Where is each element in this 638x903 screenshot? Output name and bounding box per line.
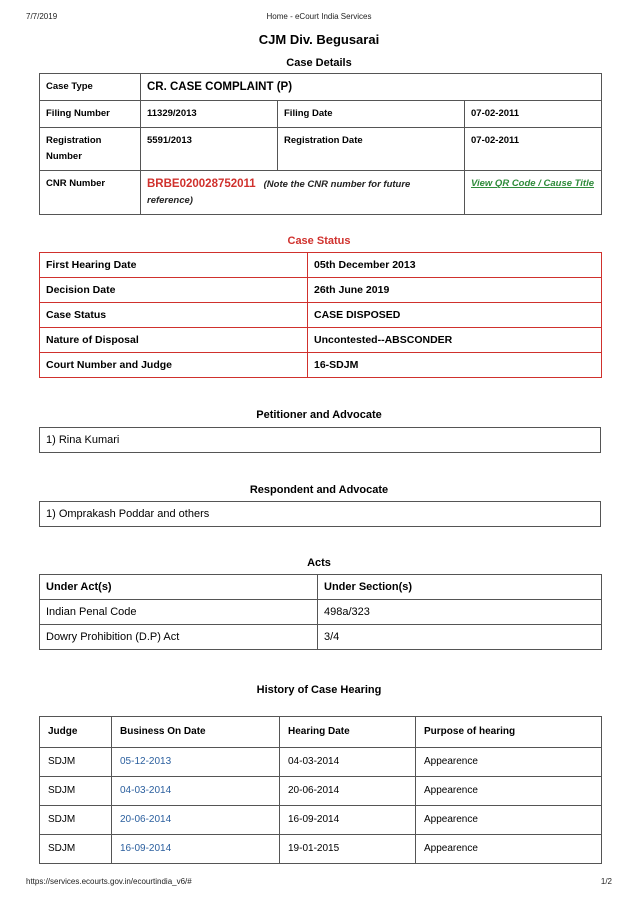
act-name: Indian Penal Code <box>40 600 318 625</box>
print-footer <box>26 877 612 889</box>
history-hearing-date: 04-03-2014 <box>280 748 416 777</box>
respondent-heading: Respondent and Advocate <box>249 484 389 496</box>
case-status-table <box>39 252 602 378</box>
petitioner-heading: Petitioner and Advocate <box>256 409 382 421</box>
case-status-heading: Case Status <box>287 235 351 247</box>
cnr-cell <box>141 171 465 215</box>
table-row <box>40 748 602 777</box>
history-col-hearing: Hearing Date <box>280 717 416 748</box>
history-purpose: Appearence <box>416 777 602 806</box>
cnr-value: BRBE020028752011 <box>147 178 256 190</box>
table-row <box>40 600 602 625</box>
print-page-title: Home - eCourt India Services <box>266 12 372 21</box>
history-purpose: Appearence <box>416 748 602 777</box>
nature-of-disposal-label: Nature of Disposal <box>40 328 308 353</box>
table-row <box>40 777 602 806</box>
print-date: 7/7/2019 <box>26 12 58 21</box>
table-row <box>40 625 602 650</box>
print-header <box>26 12 612 24</box>
filing-number-label: Filing Number <box>40 101 141 128</box>
history-judge: SDJM <box>40 835 112 864</box>
first-hearing-date-value: 05th December 2013 <box>308 253 602 278</box>
registration-date-value: 07-02-2011 <box>465 128 602 171</box>
business-date-link[interactable]: 05-12-2013 <box>120 756 172 767</box>
filing-date-label: Filing Date <box>278 101 465 128</box>
business-date-link[interactable]: 16-09-2014 <box>120 843 172 854</box>
cnr-label: CNR Number <box>40 171 141 215</box>
cnr-note: (Note the CNR number for future reference) <box>147 179 411 206</box>
view-qr-code-link[interactable]: View QR Code / Cause Title <box>471 178 595 189</box>
history-header-row <box>40 717 602 748</box>
nature-of-disposal-value: Uncontested--ABSCONDER <box>308 328 602 353</box>
acts-heading: Acts <box>307 557 331 569</box>
table-row <box>40 806 602 835</box>
act-name: Dowry Prohibition (D.P) Act <box>40 625 318 650</box>
table-row <box>40 835 602 864</box>
case-type-label: Case Type <box>40 74 141 101</box>
acts-col-section: Under Section(s) <box>318 575 602 600</box>
history-table <box>39 716 602 864</box>
registration-number-label: Registration Number <box>40 128 141 171</box>
case-type-value: CR. CASE COMPLAINT (P) <box>141 74 602 101</box>
print-url: https://services.ecourts.gov.in/ecourtindia_v6/# <box>26 877 192 886</box>
acts-table <box>39 574 602 650</box>
registration-date-label: Registration Date <box>278 128 465 171</box>
history-judge: SDJM <box>40 777 112 806</box>
court-number-judge-value: 16-SDJM <box>308 353 602 378</box>
filing-number-value: 11329/2013 <box>141 101 278 128</box>
case-details-table <box>39 73 602 215</box>
court-number-judge-label: Court Number and Judge <box>40 353 308 378</box>
history-hearing-date: 16-09-2014 <box>280 806 416 835</box>
history-col-purpose: Purpose of hearing <box>416 717 602 748</box>
respondent-box: 1) Omprakash Poddar and others <box>39 501 601 527</box>
history-col-business: Business On Date <box>112 717 280 748</box>
history-judge: SDJM <box>40 748 112 777</box>
history-heading: History of Case Hearing <box>256 684 382 696</box>
history-purpose: Appearence <box>416 806 602 835</box>
act-section: 498a/323 <box>318 600 602 625</box>
history-judge: SDJM <box>40 806 112 835</box>
history-hearing-date: 20-06-2014 <box>280 777 416 806</box>
case-status-label: Case Status <box>40 303 308 328</box>
qr-cell <box>465 171 602 215</box>
history-col-judge: Judge <box>40 717 112 748</box>
decision-date-value: 26th June 2019 <box>308 278 602 303</box>
case-details-heading: Case Details <box>286 57 352 69</box>
acts-col-act: Under Act(s) <box>40 575 318 600</box>
decision-date-label: Decision Date <box>40 278 308 303</box>
acts-header-row <box>40 575 602 600</box>
business-date-link[interactable]: 04-03-2014 <box>120 785 172 796</box>
registration-number-value: 5591/2013 <box>141 128 278 171</box>
first-hearing-date-label: First Hearing Date <box>40 253 308 278</box>
petitioner-box: 1) Rina Kumari <box>39 427 601 453</box>
history-purpose: Appearence <box>416 835 602 864</box>
page-number: 1/2 <box>600 877 612 886</box>
case-status-value: CASE DISPOSED <box>308 303 602 328</box>
business-date-link[interactable]: 20-06-2014 <box>120 814 172 825</box>
history-hearing-date: 19-01-2015 <box>280 835 416 864</box>
act-section: 3/4 <box>318 625 602 650</box>
filing-date-value: 07-02-2011 <box>465 101 602 128</box>
court-title: CJM Div. Begusarai <box>258 32 380 47</box>
